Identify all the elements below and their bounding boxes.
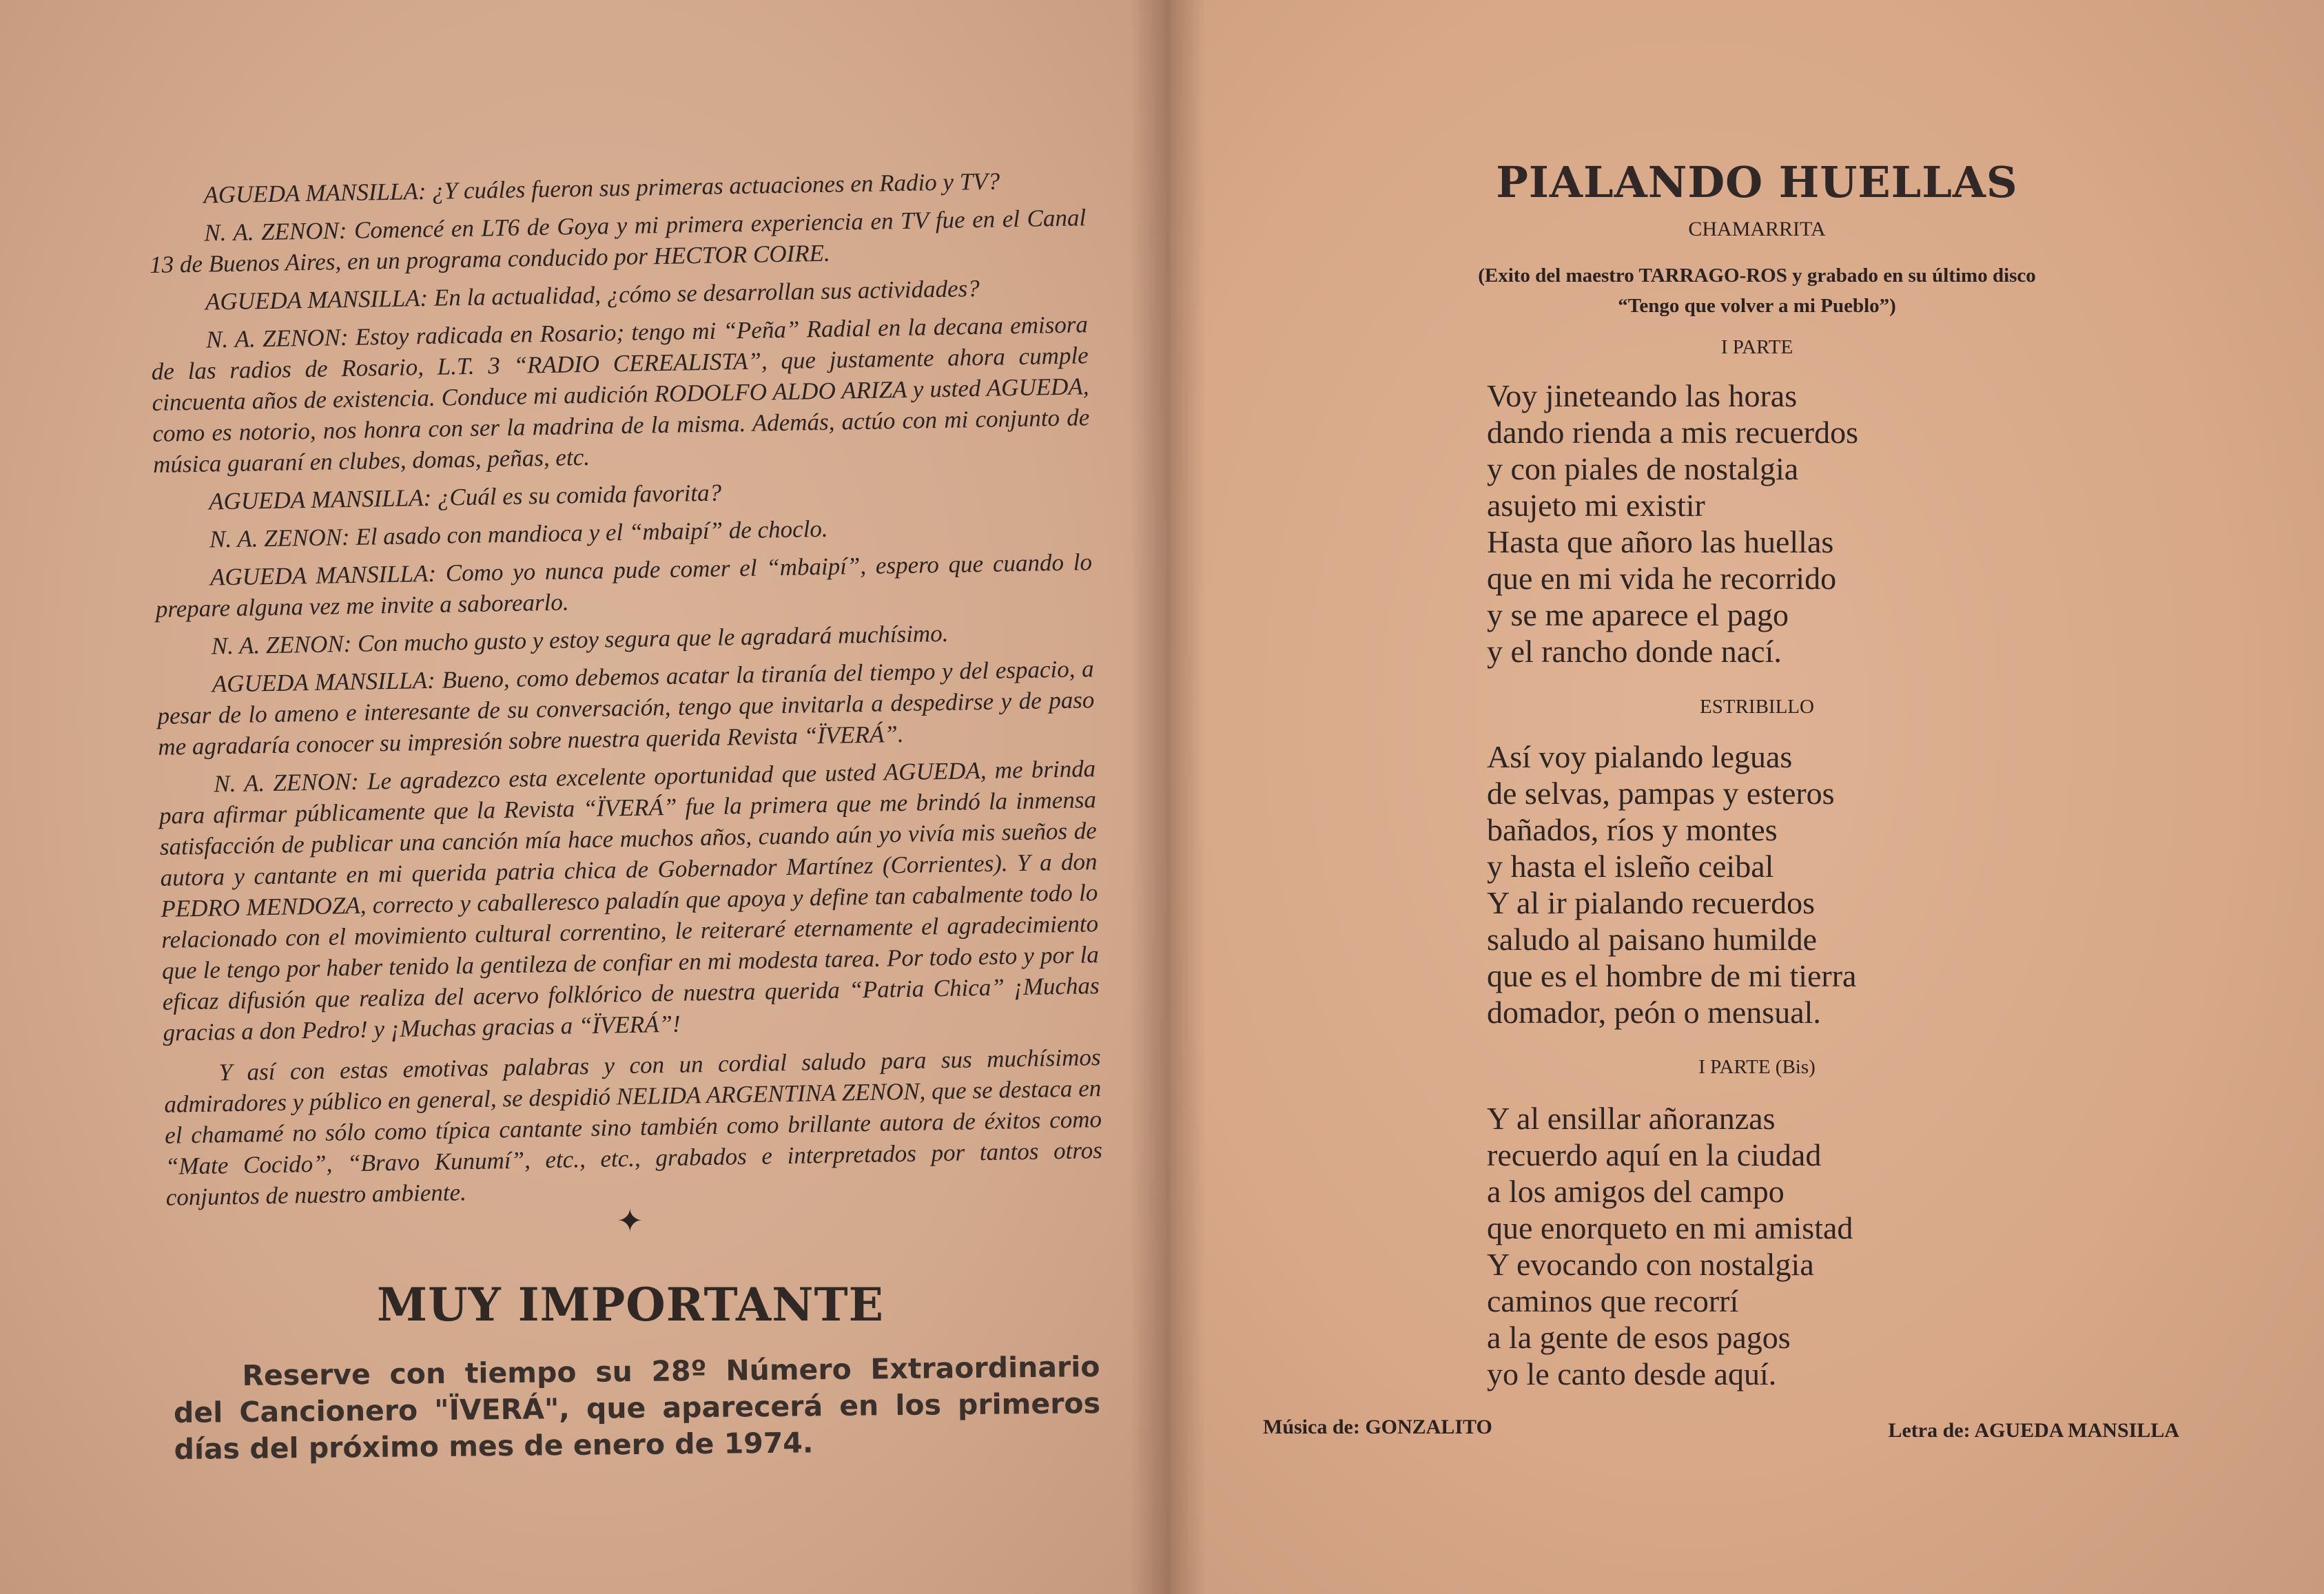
- stanza-1: [1487, 377, 1858, 670]
- lyric-line: bañados, ríos y montes: [1487, 812, 1778, 847]
- lyric-line: saludo al paisano humilde: [1487, 922, 1818, 957]
- lyric-line: y el rancho donde nací.: [1487, 634, 1782, 669]
- notice-body: Reserve con tiempo su 28º Número Extraordinario del Cancionero "ÏVERÁ", que aparecerá en los primeros días del próximo mes de enero de 1974.: [173, 1349, 1101, 1467]
- book-gutter: [1130, 0, 1206, 1594]
- section-heading: ESTRIBILLO: [1700, 696, 1814, 718]
- paragraph: AGUEDA MANSILLA: ¿Cuál es su comida favorita?: [208, 479, 722, 515]
- lyrics-credit: Letra de: AGUEDA MANSILLA: [1888, 1419, 2179, 1442]
- music-credit: Música de: GONZALITO: [1263, 1416, 1492, 1438]
- lyric-line: a los amigos del campo: [1487, 1174, 1785, 1209]
- lyric-line: a la gente de esos pagos: [1487, 1320, 1791, 1355]
- song-title: PIALANDO HUELLAS: [1496, 157, 2018, 207]
- lyric-line: Así voy pialando leguas: [1487, 739, 1793, 774]
- lyric-line: y hasta el isleño ceibal: [1487, 849, 1774, 884]
- song-note: [1240, 260, 2274, 321]
- paragraph: N. A. ZENON: Comencé en LT6 de Goya y mi primera experiencia en TV fue en el Canal 13 de Buenos Aires, en un programa conducido por HECTOR COIRE.: [149, 204, 1087, 278]
- lyric-line: recuerdo aquí en la ciudad: [1487, 1137, 1822, 1172]
- lyric-line: Voy jineteando las horas: [1487, 378, 1798, 413]
- paragraph: AGUEDA MANSILLA: En la actualidad, ¿cómo se desarrollan sus actividades?: [205, 274, 980, 315]
- lyric-line: Hasta que añoro las huellas: [1487, 524, 1834, 559]
- lyric-line: que es el hombre de mi tierra: [1487, 958, 1857, 993]
- paragraph: AGUEDA MANSILLA: Bueno, como debemos acatar la tiranía del tiempo y del espacio, a pesar de lo ameno e interesante de su conversación, tengo que invitarla a despedirse y de paso me agradaría conocer su impresión sobre nuestra querida Revista “ÏVERÁ”.: [157, 655, 1095, 760]
- paragraph: Y así con estas emotivas palabras y con un cordial saludo para sus muchísimos admiradores y público en general, se despidió NELIDA ARGENTINA ZENON, que se destaca en el chamamé no sólo como típica cantante sino también como brillante autora de éxitos como “Mate Cocido”, “Bravo Kunumí”, etc., etc., grabados e interpretados por tantos otros conjuntos de nuestro ambiente.: [164, 1044, 1103, 1211]
- lyric-line: asujeto mi existir: [1487, 488, 1705, 523]
- lyric-line: Y al ensillar añoranzas: [1487, 1101, 1776, 1136]
- lyric-line: y se me aparece el pago: [1487, 597, 1789, 632]
- interview-article: [148, 164, 1103, 1220]
- paragraph: AGUEDA MANSILLA: ¿Y cuáles fueron sus primeras actuaciones en Radio y TV?: [203, 167, 1000, 209]
- song-genre: CHAMARRITA: [1688, 218, 1826, 240]
- section-heading: I PARTE (Bis): [1698, 1056, 1816, 1078]
- lyric-line: caminos que recorrí: [1487, 1283, 1739, 1318]
- song-note-line: “Tengo que volver a mi Pueblo”): [1618, 295, 1896, 317]
- lyric-line: yo le canto desde aquí.: [1487, 1356, 1777, 1391]
- stanza-3: [1487, 1100, 1853, 1392]
- lyric-line: dando rienda a mis recuerdos: [1487, 415, 1859, 450]
- paragraph: N. A. ZENON: Estoy radicada en Rosario; tengo mi “Peña” Radial en la decana emisora de las radios de Rosario, L.T. 3 “RADIO CEREALISTA”, que justamente ahora cumple cincuenta años de existencia. Conduce mi audición RODOLFO ALDO ARIZA y usted AGUEDA, como es notorio, nos honra con ser la madrina de la misma. Además, actúo con mi conjunto de música guaraní en clubes, domas, peñas, etc.: [151, 311, 1090, 478]
- paragraph: N. A. ZENON: El asado con mandioca y el “mbaipí” de choclo.: [209, 515, 828, 553]
- notice-title: MUY IMPORTANTE: [377, 1278, 884, 1332]
- lyric-line: Y al ir pialando recuerdos: [1487, 885, 1815, 920]
- paragraph: AGUEDA MANSILLA: Como yo nunca pude comer el “mbaipí”, espero que cuando lo prepare alguna vez me invite a saborearlo.: [155, 548, 1093, 623]
- lyric-line: Y evocando con nostalgia: [1487, 1247, 1814, 1282]
- paragraph: N. A. ZENON: Le agradezco esta excelente oportunidad que usted AGUEDA, me brinda para afirmar públicamente que la Revista “ÏVERÁ” fue la primera que me brindó la inmensa satisfacción de publicar una canción mía hace muchos años, cuando aún yo vivía mis sueños de autora y cantante en mi querida patria chica de Gobernador Martínez (Corrientes). Y a don PEDRO MENDOZA, correcto y caballeresco paladín que apoya y define tan cabalmente todo lo relacionado con el movimiento cultural correntino, le reiteraré eternamente el agradecimiento que le tengo por haber tenido la gentileza de confiar en mi modesta tarea. Por todo esto y por la eficaz difusión que realiza del acervo folklórico de nuestra querida “Patria Chica” ¡Muchas gracias a don Pedro! y ¡Muchas gracias a “ÏVERÁ”!: [158, 755, 1100, 1046]
- lyric-line: y con piales de nostalgia: [1487, 451, 1799, 486]
- section-heading: I PARTE: [1720, 336, 1793, 358]
- paragraph: N. A. ZENON: Con mucho gusto y estoy segura que le agradará muchísimo.: [211, 619, 949, 660]
- lyric-line: domador, peón o mensual.: [1487, 995, 1821, 1030]
- ornament-icon: ✦: [617, 1203, 644, 1239]
- lyric-line: que enorqueto en mi amistad: [1487, 1210, 1853, 1245]
- lyric-line: de selvas, pampas y esteros: [1487, 776, 1835, 811]
- lyric-line: que en mi vida he recorrido: [1487, 561, 1837, 596]
- song-note-line: (Exito del maestro TARRAGO-ROS y grabado en su último disco: [1478, 265, 2036, 287]
- stanza-2: [1487, 738, 1856, 1031]
